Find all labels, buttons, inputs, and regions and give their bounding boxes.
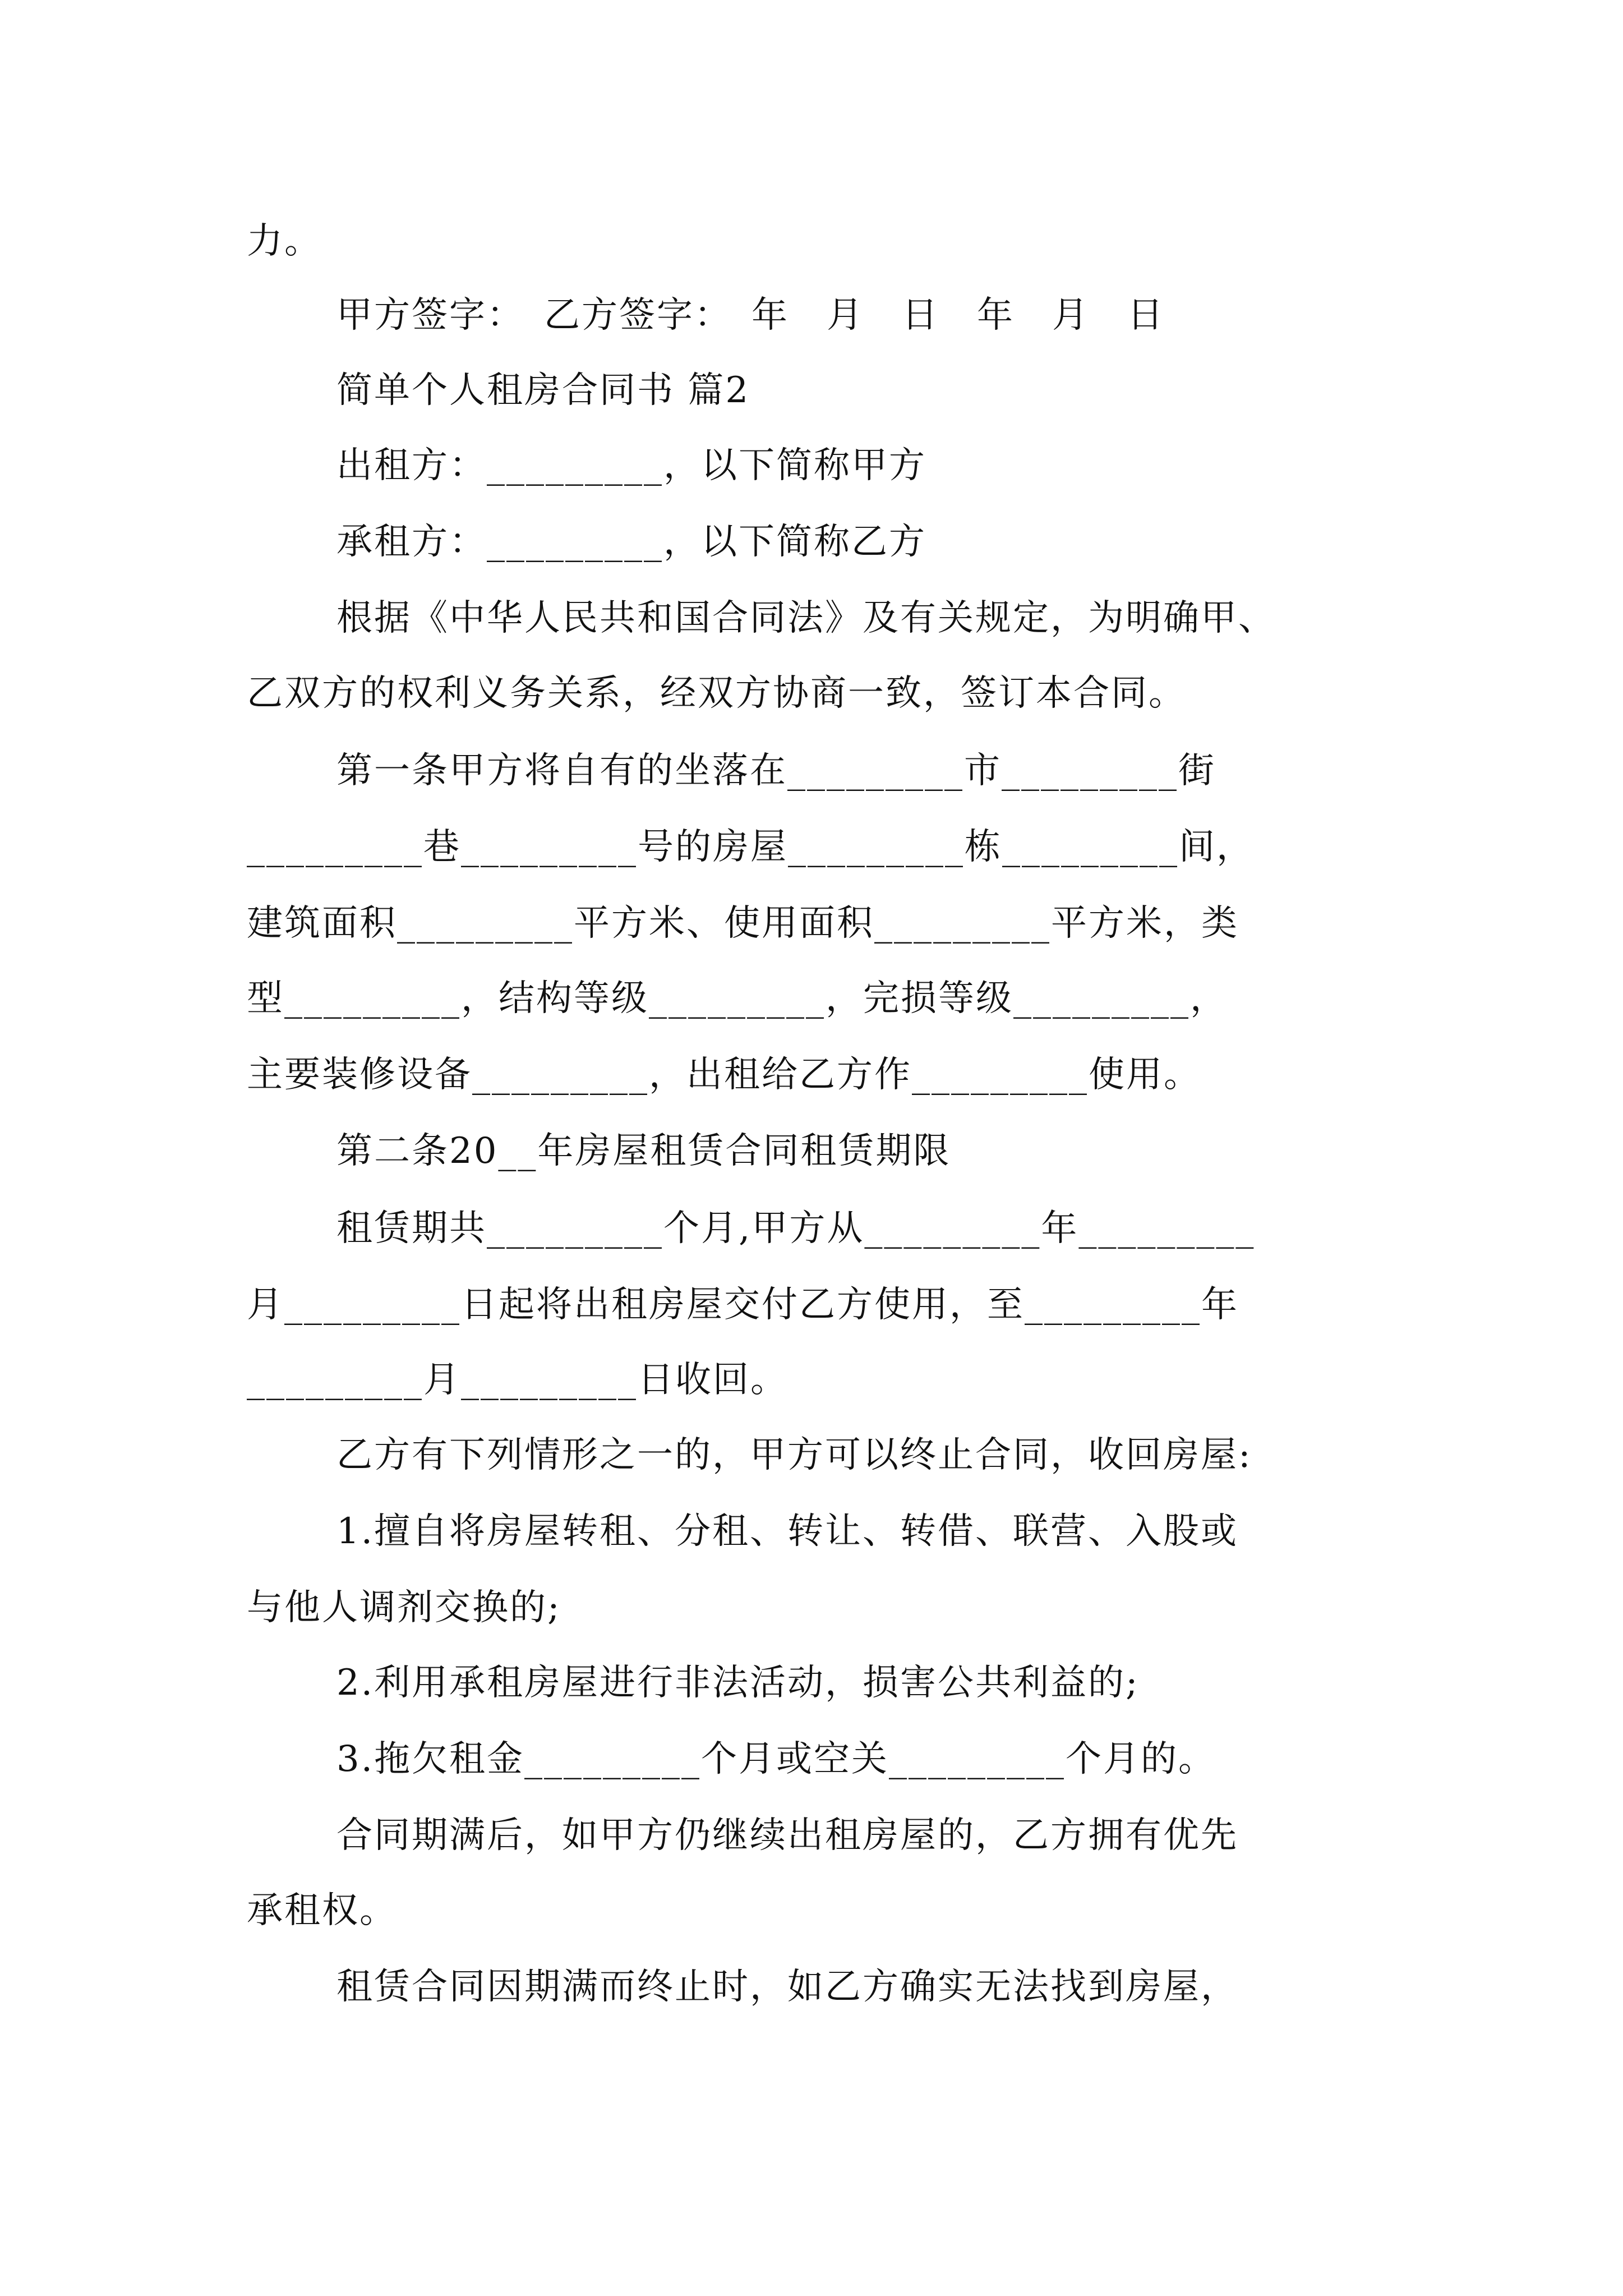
text-line: 主要装修设备_________，出租给乙方作_________使用。 [247,1054,1201,1096]
article-one-line: 第一条甲方将自有的坐落在_________市_________街 [336,750,1216,792]
signature-line: 甲方签字： 乙方签字： 年 月 日 年 月 日 [336,295,1165,336]
section-title: 简单个人租房合同书 篇2 [336,370,750,411]
article-two-line: 第二条20__年房屋租赁合同租赁期限 [336,1130,951,1172]
text-line: 月_________日起将出租房屋交付乙方使用，至_________年 [247,1284,1239,1326]
text-line: 合同期满后，如甲方仍继续出租房屋的，乙方拥有优先 [336,1815,1238,1856]
list-item: 3.拖欠租金_________个月或空关_________个月的。 [336,1738,1216,1780]
text-line: 力。 [247,220,322,262]
lessor-line: 出租方：_________，以下简称甲方 [336,445,926,486]
text-line: 租赁期共_________个月,甲方从_________年_________ [336,1208,1256,1249]
text-line: 承租权。 [247,1890,397,1931]
text-line: 根据《中华人民共和国合同法》及有关规定，为明确甲、 [336,597,1276,639]
list-item: 1.擅自将房屋转租、分租、转让、转借、联营、入股或 [336,1511,1239,1552]
text-line: 型_________，结构等级_________，完损等级_________， [247,978,1228,1019]
list-item: 2.利用承租房屋进行非法活动，损害公共利益的; [336,1662,1140,1704]
text-line: 与他人调剂交换的; [247,1587,561,1628]
text-line: _________巷_________号的房屋_________栋_________间， [247,826,1254,868]
text-line: _________月_________日收回。 [247,1359,788,1401]
text-line: 租赁合同因期满而终止时，如乙方确实无法找到房屋， [336,1966,1238,2008]
text-line: 建筑面积_________平方米、使用面积_________平方米，类 [247,903,1239,944]
text-line: 乙方有下列情形之一的，甲方可以终止合同，收回房屋: [336,1434,1252,1476]
text-line: 乙双方的权利义务关系，经双方协商一致，签订本合同。 [247,673,1186,714]
lessee-line: 承租方：_________，以下简称乙方 [336,521,926,563]
